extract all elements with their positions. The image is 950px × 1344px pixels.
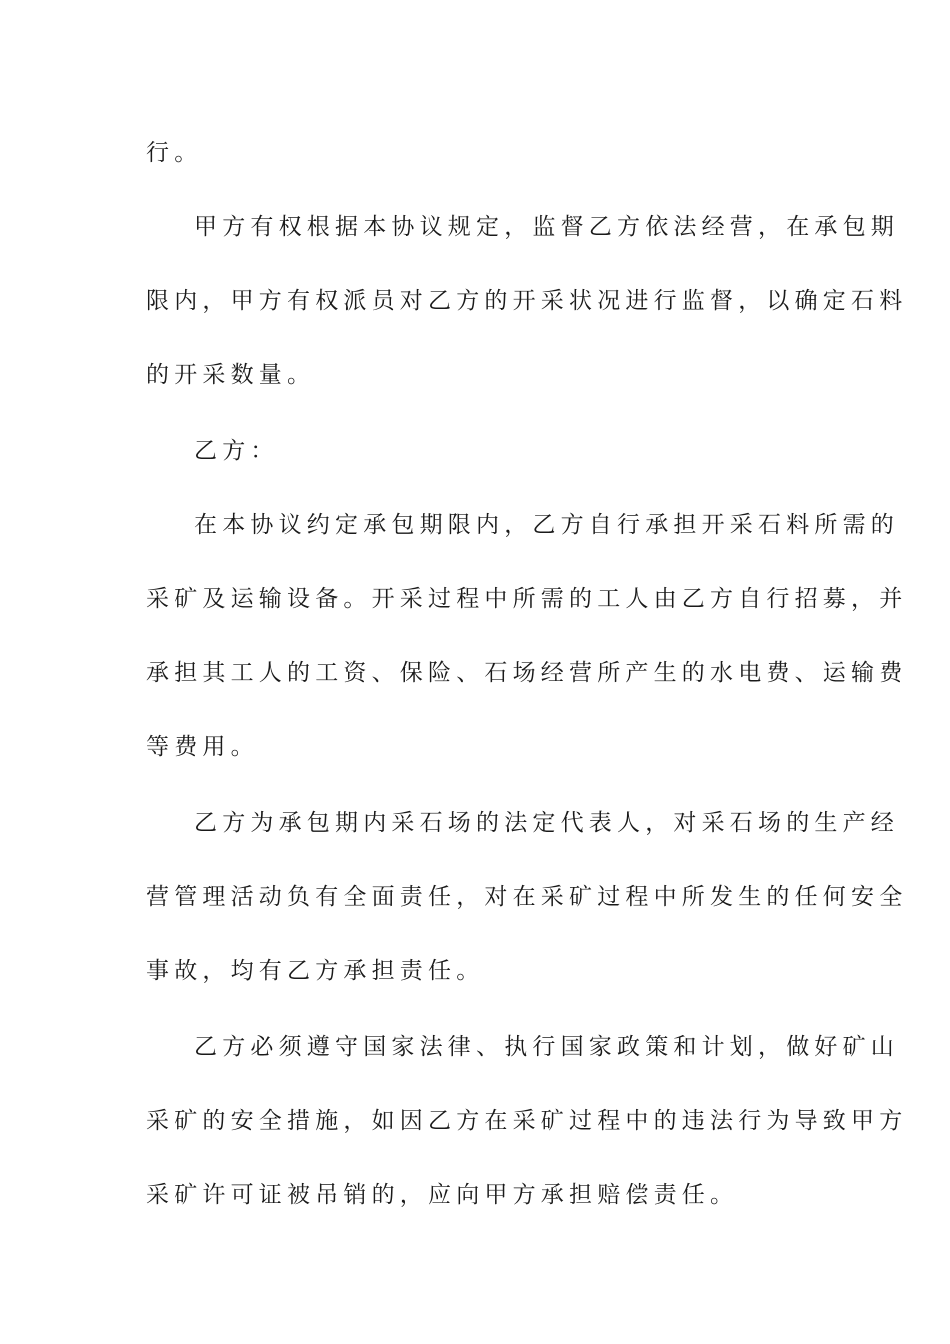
paragraph-first-line: 乙方必须遵守国家法律、执行国家政策和计划，做好矿山 [194, 1034, 899, 1060]
text-line: 营管理活动负有全面责任，对在采矿过程中所发生的任何安全 [146, 884, 908, 910]
text-line: 事故，均有乙方承担责任。 [146, 958, 485, 984]
text-line: 采矿许可证被吊销的，应向甲方承担赔偿责任。 [146, 1182, 739, 1208]
text-line: 采矿及运输设备。开采过程中所需的工人由乙方自行招募，并 [146, 586, 908, 612]
text-line: 等费用。 [146, 734, 259, 760]
text-line: 的开采数量。 [146, 362, 316, 388]
text-line: 限内，甲方有权派员对乙方的开采状况进行监督，以确定石料 [146, 288, 908, 314]
paragraph-first-line: 甲方有权根据本协议规定，监督乙方依法经营，在承包期 [194, 214, 899, 240]
paragraph-first-line: 乙方为承包期内采石场的法定代表人，对采石场的生产经 [194, 810, 899, 836]
text-line: 采矿的安全措施，如因乙方在采矿过程中的违法行为导致甲方 [146, 1108, 908, 1134]
paragraph-first-line: 在本协议约定承包期限内，乙方自行承担开采石料所需的 [194, 512, 899, 538]
party-b-heading: 乙方： [194, 438, 279, 464]
text-line: 行。 [146, 140, 203, 166]
text-line: 承担其工人的工资、保险、石场经营所产生的水电费、运输费 [146, 660, 908, 686]
